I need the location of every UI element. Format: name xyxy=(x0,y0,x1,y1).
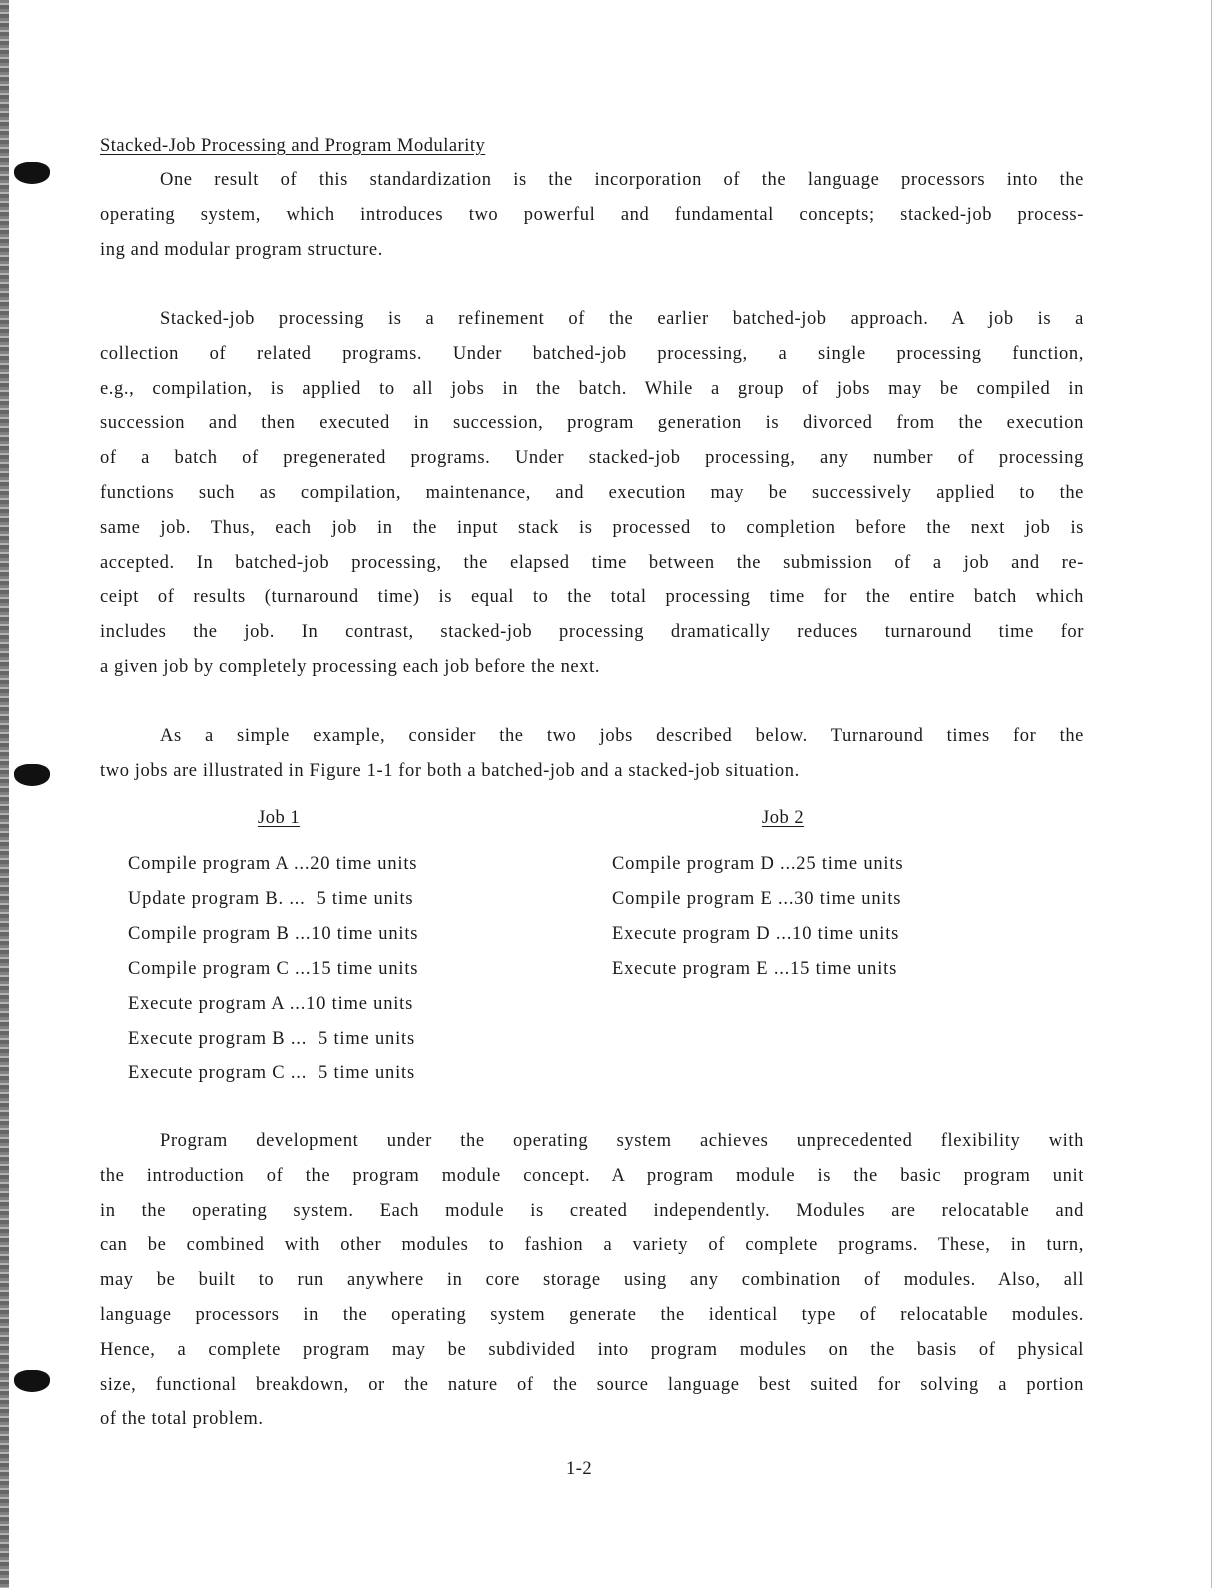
paragraph-line: includes the job. In contrast, stacked-job processing dramatically reduces turnaround time for xyxy=(100,622,1084,643)
paragraph-line: of the total problem. xyxy=(100,1409,264,1430)
paragraph-line: ing and modular program structure. xyxy=(100,239,383,260)
job-step: Update program B. ... 5 time units xyxy=(128,888,414,909)
job-step: Compile program A ...20 time units xyxy=(128,854,418,874)
paragraph-line: the introduction of the program module concept. A program module is the basic program unit xyxy=(100,1165,1084,1186)
job-step: Compile program E ...30 time units xyxy=(612,888,902,909)
paragraph-line: e.g., compilation, is applied to all jobs in the batch. While a group of jobs may be compiled in xyxy=(100,378,1084,399)
paragraph-line: same job. Thus, each job in the input stack is processed to completion before the next job is xyxy=(100,517,1084,538)
punch-hole-mark xyxy=(14,162,50,184)
job-step: Execute program B ... 5 time units xyxy=(128,1028,415,1049)
paragraph-line: of a batch of pregenerated programs. Under stacked-job processing, any number of processing xyxy=(100,448,1084,469)
paragraph-line: functions such as compilation, maintenance, and execution may be successively applied to the xyxy=(100,483,1084,503)
scan-edge xyxy=(0,0,9,1588)
paragraph-line: size, functional breakdown, or the nature of the source language best suited for solving a portion xyxy=(100,1374,1084,1395)
paragraph-line: accepted. In batched-job processing, the elapsed time between the submission of a job and re- xyxy=(100,552,1084,573)
job-step: Execute program E ...15 time units xyxy=(612,958,898,979)
job-title: Job 2 xyxy=(762,808,805,828)
punch-hole-mark xyxy=(14,764,50,786)
job-step: Execute program A ...10 time units xyxy=(128,993,414,1014)
paragraph-line: operating system, which introduces two powerful and fundamental concepts; stacked-job process- xyxy=(100,204,1084,225)
job-step: Compile program B ...10 time units xyxy=(128,923,419,944)
paragraph-line: succession and then executed in succession, program generation is divorced from the execution xyxy=(100,413,1084,434)
section-heading: Stacked-Job Processing and Program Modularity xyxy=(100,136,486,156)
paragraph-line: Program development under the operating system achieves unprecedented flexibility with xyxy=(160,1131,1084,1151)
job-step: Execute program D ...10 time units xyxy=(612,923,900,944)
job-step: Compile program C ...15 time units xyxy=(128,958,419,979)
paragraph-line: a given job by completely processing each job before the next. xyxy=(100,657,601,677)
punch-hole-mark xyxy=(14,1370,50,1392)
job-title: Job 1 xyxy=(258,808,301,828)
paragraph-line: may be built to run anywhere in core storage using any combination of modules. Also, all xyxy=(100,1270,1084,1291)
paragraph-line: in the operating system. Each module is created independently. Modules are relocatable and xyxy=(100,1200,1084,1221)
job-step: Compile program D ...25 time units xyxy=(612,854,904,874)
paragraph-line: collection of related programs. Under batched-job processing, a single processing function, xyxy=(100,343,1084,364)
page-number: 1-2 xyxy=(566,1459,593,1479)
paragraph-line: As a simple example, consider the two jobs described below. Turnaround times for the xyxy=(160,726,1084,746)
paragraph-line: Hence, a complete program may be subdivided into program modules on the basis of physical xyxy=(100,1339,1084,1360)
paragraph-line: two jobs are illustrated in Figure 1-1 for both a batched-job and a stacked-job situation. xyxy=(100,760,800,781)
paragraph-line: ceipt of results (turnaround time) is equal to the total processing time for the entire batch which xyxy=(100,587,1084,608)
paragraph-line: Stacked-job processing is a refinement of the earlier batched-job approach. A job is a xyxy=(160,309,1084,329)
scan-edge-right xyxy=(1211,0,1212,1588)
paragraph-line: One result of this standardization is the incorporation of the language processors into the xyxy=(160,170,1084,190)
paragraph-line: can be combined with other modules to fashion a variety of complete programs. These, in turn, xyxy=(100,1235,1084,1256)
paragraph-line: language processors in the operating system generate the identical type of relocatable modules. xyxy=(100,1305,1084,1325)
job-step: Execute program C ... 5 time units xyxy=(128,1063,415,1084)
